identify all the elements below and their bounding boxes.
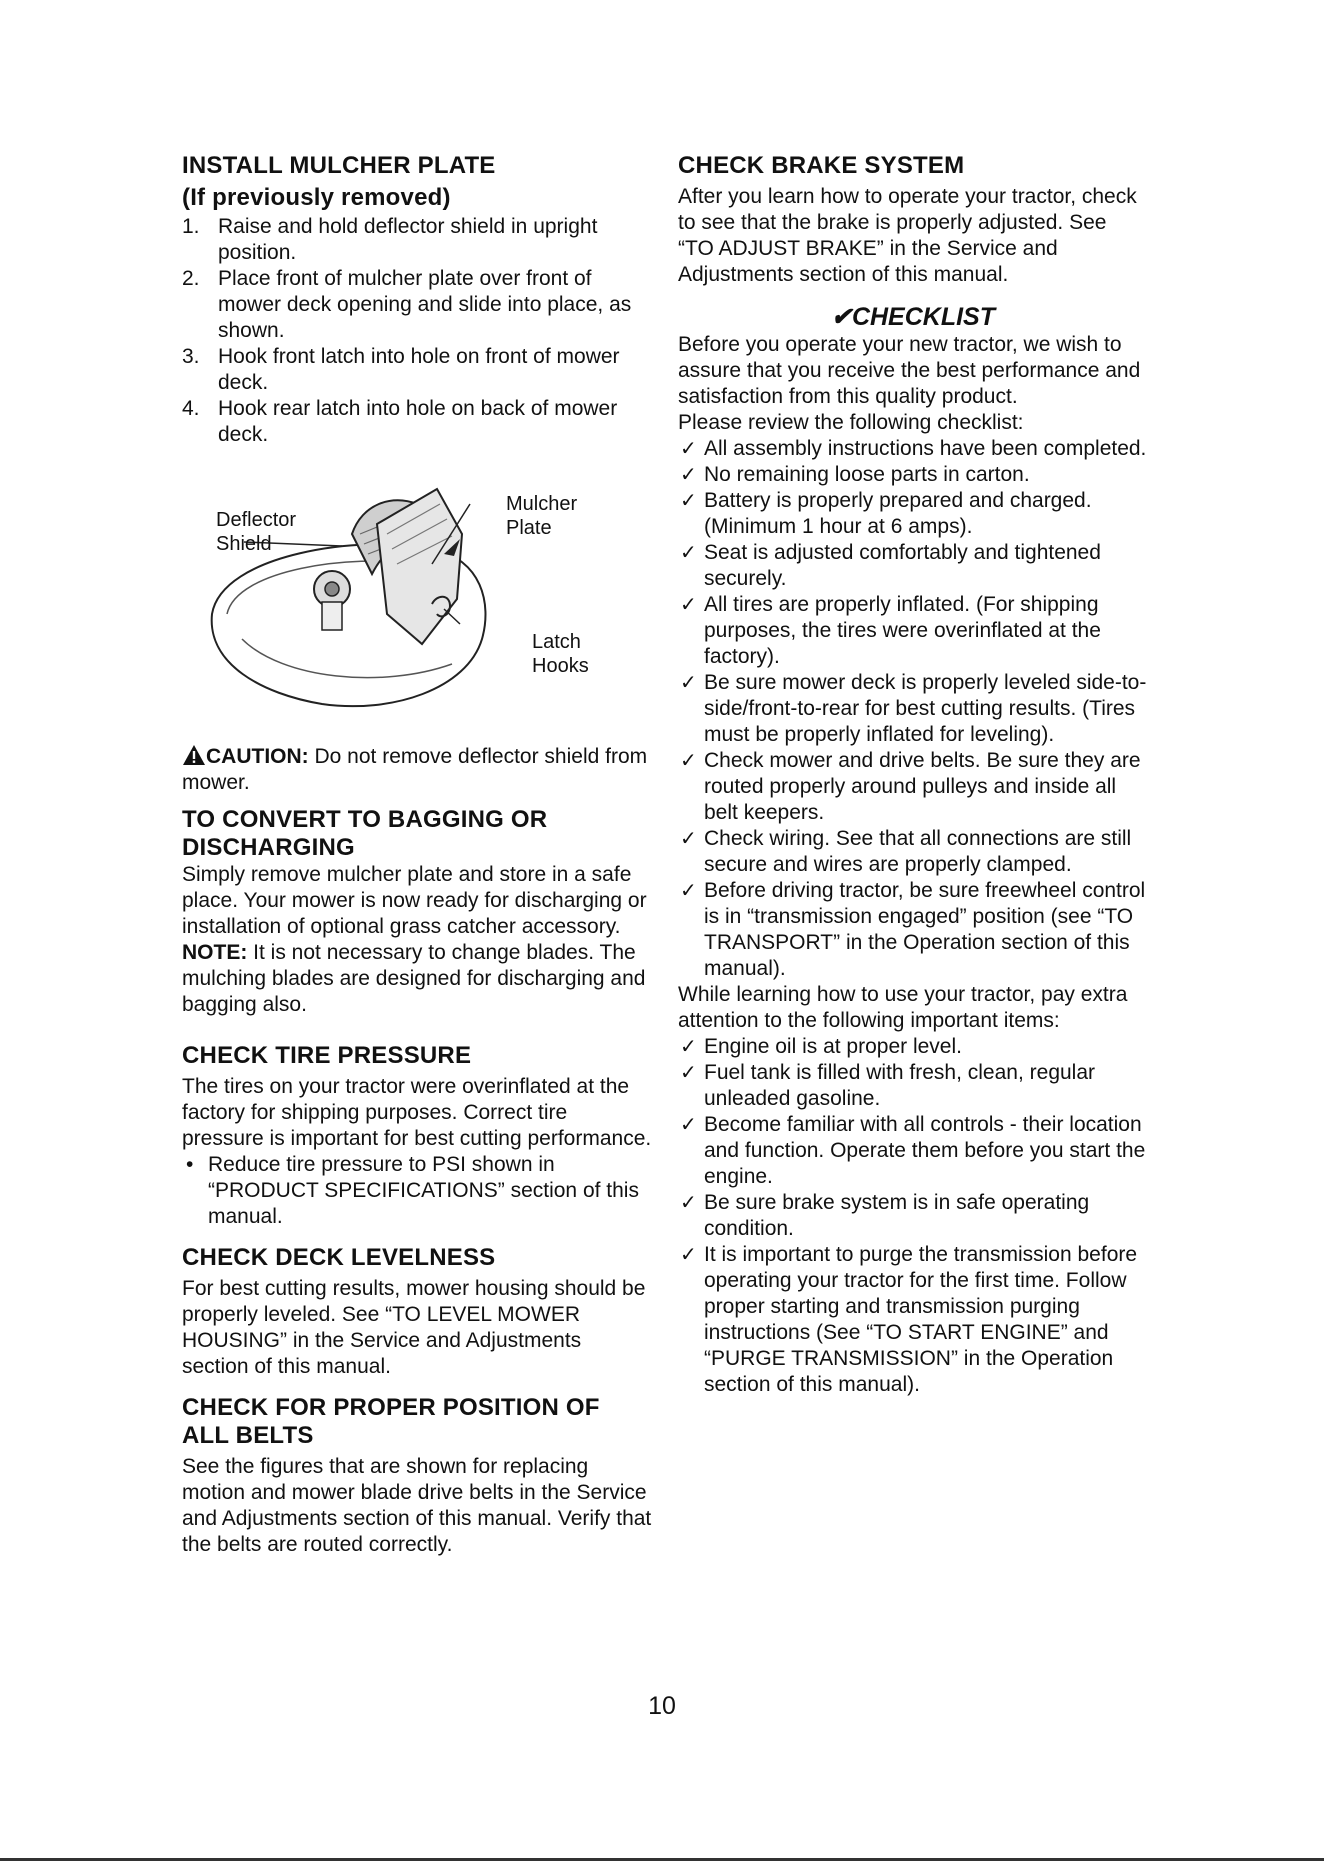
convert-bagging-title: TO CONVERT TO BAGGING OR DISCHARGING [182,806,548,861]
checklist-item: ✓ Check wiring. See that all connections are still secure and wires are properly clamped. [680,827,1132,876]
checklist-item: ✓ All tires are properly inflated. (For shipping purposes, the tires were overinflated at the factory). [680,593,1101,668]
checkmark-icon: ✓ [680,828,697,850]
checkmark-icon: ✓ [680,1036,697,1058]
checklist-title: ✔CHECKLIST [830,303,995,331]
convert-note: NOTE: It is not necessary to change blades. The mulching blades are designed for discharging and bagging also. [182,941,646,1016]
list-item: • Reduce tire pressure to PSI shown in “PRODUCT SPECIFICATIONS” section of this manual. [186,1153,639,1228]
checklist-item: ✓ Battery is properly prepared and charged. (Minimum 1 hour at 6 amps). [680,489,1092,538]
checklist-item: ✓ It is important to purge the transmission before operating your tractor for the first time. Follow proper starting and transmission purging instructions (See “TO START ENGINE” and “PURGE TRANSMISSION” in the Operation section of this manual). [680,1243,1138,1396]
deck-levelness-title: CHECK DECK LEVELNESS [182,1244,496,1271]
checkmark-icon: ✓ [680,672,697,694]
figure-label-deflector-shield: Deflector Shield [216,509,297,555]
install-mulcher-title: INSTALL MULCHER PLATE [182,152,496,179]
install-step: 3. Hook front latch into hole on front of mower deck. [182,345,620,394]
checkmark-icon: ✓ [680,438,697,460]
checklist-item: ✓ No remaining loose parts in carton. [680,463,1030,486]
checklist-item: ✓ Engine oil is at proper level. [680,1035,962,1058]
checkmark-icon: ✓ [680,464,697,486]
tire-pressure-body: The tires on your tractor were overinflated at the factory for shipping purposes. Correct tire pressure is important for best cutting performance. [182,1075,652,1150]
brake-system-title: CHECK BRAKE SYSTEM [678,152,965,179]
caution-label: CAUTION: [206,745,309,768]
checklist-items [678,436,1148,982]
left-column [182,152,652,1558]
checklist-item: ✓ Before driving tractor, be sure freewheel control is in “transmission engaged” position (see “TO TRANSPORT” in the Operation section of this manual). [680,879,1146,980]
checklist-item: ✓ Be sure brake system is in safe operating condition. [680,1191,1090,1240]
warning-triangle-icon [182,744,206,766]
right-column [678,152,1148,1398]
checkmark-icon: ✓ [680,542,697,564]
install-mulcher-subtitle: (If previously removed) [182,184,451,211]
tire-pressure-title: CHECK TIRE PRESSURE [182,1042,472,1069]
checklist-item: ✓ All assembly instructions have been completed. [680,437,1147,460]
figure-label-latch-hooks: Latch Hooks [532,631,589,677]
checklist-item: ✓ Become familiar with all controls - their location and function. Operate them before you start the engine. [680,1113,1146,1188]
page-number: 10 [648,1692,676,1720]
checkmark-icon: ✓ [680,880,697,902]
figure-label-mulcher-plate: Mulcher Plate [506,493,578,539]
page-bottom-rule [0,1858,1324,1861]
install-step: 2. Place front of mulcher plate over front of mower deck opening and slide into place, as shown. [182,267,632,342]
checklist-review: Please review the following checklist: [678,411,1024,434]
checklist-item: ✓ Be sure mower deck is properly leveled side-to-side/front-to-rear for best cutting results. (Tires must be properly inflated for leveling). [680,671,1147,746]
checkmark-icon: ✓ [680,1114,697,1136]
checklist-item: ✓ Seat is adjusted comfortably and tightened securely. [680,541,1101,590]
deck-levelness-body: For best cutting results, mower housing should be properly leveled. See “TO LEVEL MOWER HOUSING” in the Service and Adjustments section of this manual. [182,1277,646,1378]
checkmark-icon: ✓ [680,490,697,512]
checkmark-icon: ✓ [680,1192,697,1214]
checkmark-icon: ✓ [680,1062,697,1084]
checklist-item: ✓ Fuel tank is filled with fresh, clean, regular unleaded gasoline. [680,1061,1096,1110]
belts-title: CHECK FOR PROPER POSITION OF ALL BELTS [182,1394,600,1449]
mulcher-plate-figure [182,464,622,734]
brake-system-body: After you learn how to operate your tractor, check to see that the brake is properly adjusted. See “TO ADJUST BRAKE” in the Service and Adjustments section of this manual. [678,185,1137,286]
checkmark-icon: ✓ [680,1244,697,1266]
belts-body: See the figures that are shown for replacing motion and mower blade drive belts in the Service and Adjustments section of this manual. Verify that the belts are routed correctly. [182,1455,652,1556]
checkmark-icon: ✓ [680,594,697,616]
install-step: 4. Hook rear latch into hole on back of mower deck. [182,397,618,446]
caution-note: CAUTION: Do not remove deflector shield from mower. [182,745,648,794]
checkmark-icon: ✓ [680,750,697,772]
checklist-item: ✓ Check mower and drive belts. Be sure they are routed properly around pulleys and inside all belt keepers. [680,749,1141,824]
checklist-intro: Before you operate your new tractor, we wish to assure that you receive the best performance and satisfaction from this quality product. [678,333,1141,408]
checkmark-icon: ✔ [830,303,852,331]
install-step: 1. Raise and hold deflector shield in upright position. [182,215,598,264]
install-steps [182,214,652,448]
convert-bagging-body: Simply remove mulcher plate and store in a safe place. Your mower is now ready for discharging or installation of optional grass catcher accessory. [182,863,647,938]
checklist-items-important [678,1034,1148,1398]
tire-pressure-bullets [182,1152,652,1230]
checklist-while: While learning how to use your tractor, pay extra attention to the following important items: [678,983,1128,1032]
